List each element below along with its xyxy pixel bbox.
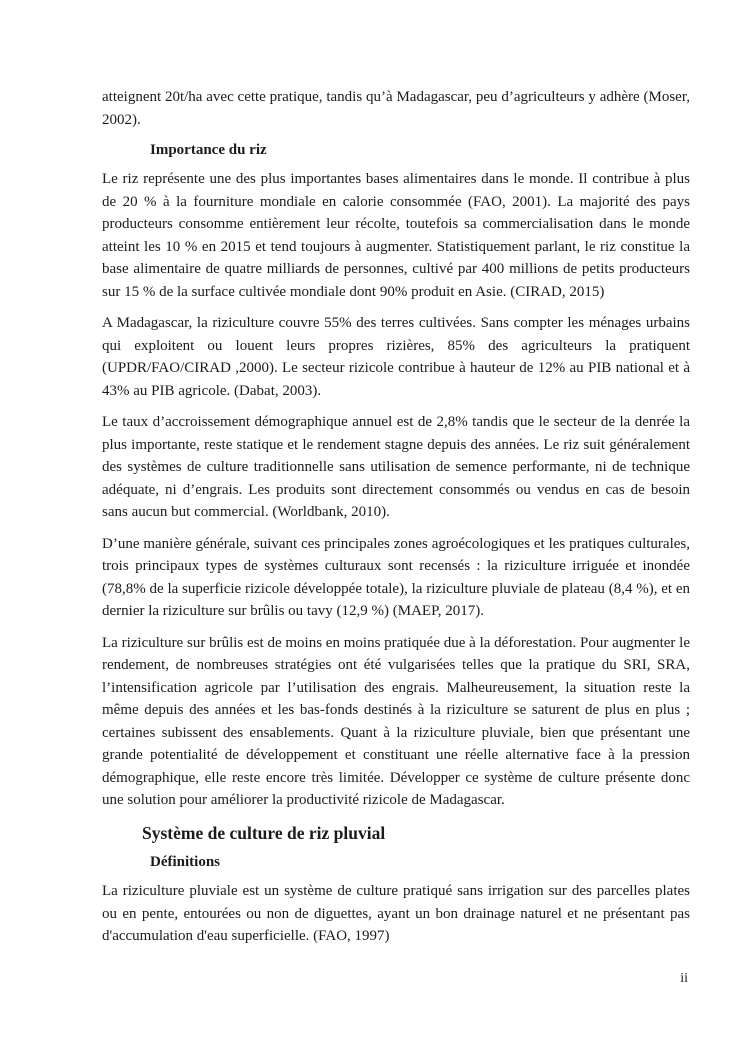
paragraph-types-systemes: D’une manière générale, suivant ces principales zones agroécologiques et les pratiques culturales, trois principaux types de systèmes culturaux sont recensés : la riziculture irriguée et inondée (78,8% de la superficie rizicole développée totale), la riziculture pluviale de plateau (8,4 %), et en dernier la riziculture sur brûlis ou tavy (12,9 %) (MAEP, 2017). [102,535,690,619]
paragraph-riziculture-brulis: La riziculture sur brûlis est de moins en moins pratiquée due à la déforestation. Pour augmenter le rendement, de nombreuses stratégies ont été vulgarisées telles que la pratique du SRI, SRA, l’intensification agricole par l’utilisation des engrais. Malheureusement, la situation reste la même depuis des années et les bas-fonds destinés à la riziculture se saturent de plus en plus ; certaines subissent des ensablements. Quant à la riziculture pluviale, bien que présentant une grande potentialité de développement et constituant une réelle alternative face à la pression démographique, elle reste encore très limitée. Développer ce système de culture présente donc une solution pour améliorer la productivité rizicole de Madagascar. [102,634,690,808]
paragraph-riz-monde: Le riz représente une des plus importantes bases alimentaires dans le monde. Il contribue à plus de 20 % à la fourniture mondiale en calorie consommée (FAO, 2001). La majorité des pays producteurs consomme entièrement leur récolte, toutefois sa commercialisation dans le monde atteint les 10 % en 2015 et tend toujours à augmenter. Statistiquement parlant, le riz constitue la base alimentaire de quatre milliards de personnes, cultivé par 400 millions de petits producteurs sur 15 % de la surface cultivée mondiale dont 90% produit en Asie. (CIRAD, 2015) [102,171,690,300]
paragraph-madagascar-riziculture: A Madagascar, la riziculture couvre 55% des terres cultivées. Sans compter les ménages urbains qui exploitent ou louent leurs propres rizières, 85% des agriculteurs la pratiquent (UPDR/FAO/CIRAD ,2000). Le secteur rizicole contribue à hauteur de 12% au PIB national et à 43% au PIB agricole. (Dabat, 2003). [102,315,690,399]
paragraph-definition-riziculture-pluviale: La riziculture pluviale est un système de culture pratiqué sans irrigation sur des parcelles plates ou en pente, entourées ou non de diguettes, ayant un bon drainage naturel et ne présentant pas d'accumulation d'eau superficielle. (FAO, 1997) [102,883,690,945]
heading-importance-du-riz: Importance du riz [150,142,267,158]
heading-definitions: Définitions [150,854,221,871]
page-number: ii [680,971,688,986]
paragraph-taux-accroissement: Le taux d’accroissement démographique annuel est de 2,8% tandis que le secteur de la denrée la plus importante, reste statique et le rendement stagne depuis des années. Le riz suit généralement des systèmes de culture traditionnelle sans utilisation de semence performante, ni de technique adéquate, ni d’engrais. Les produits sont directement consommés ou vendus en cas de besoin sans aucun but commercial. (Worldbank, 2010). [102,414,690,520]
paragraph-continued: atteignent 20t/ha avec cette pratique, tandis qu’à Madagascar, peu d’agriculteurs y adhère (Moser, 2002). [102,89,690,128]
heading-systeme-culture-riz-pluvial: Système de culture de riz pluvial [142,822,386,843]
